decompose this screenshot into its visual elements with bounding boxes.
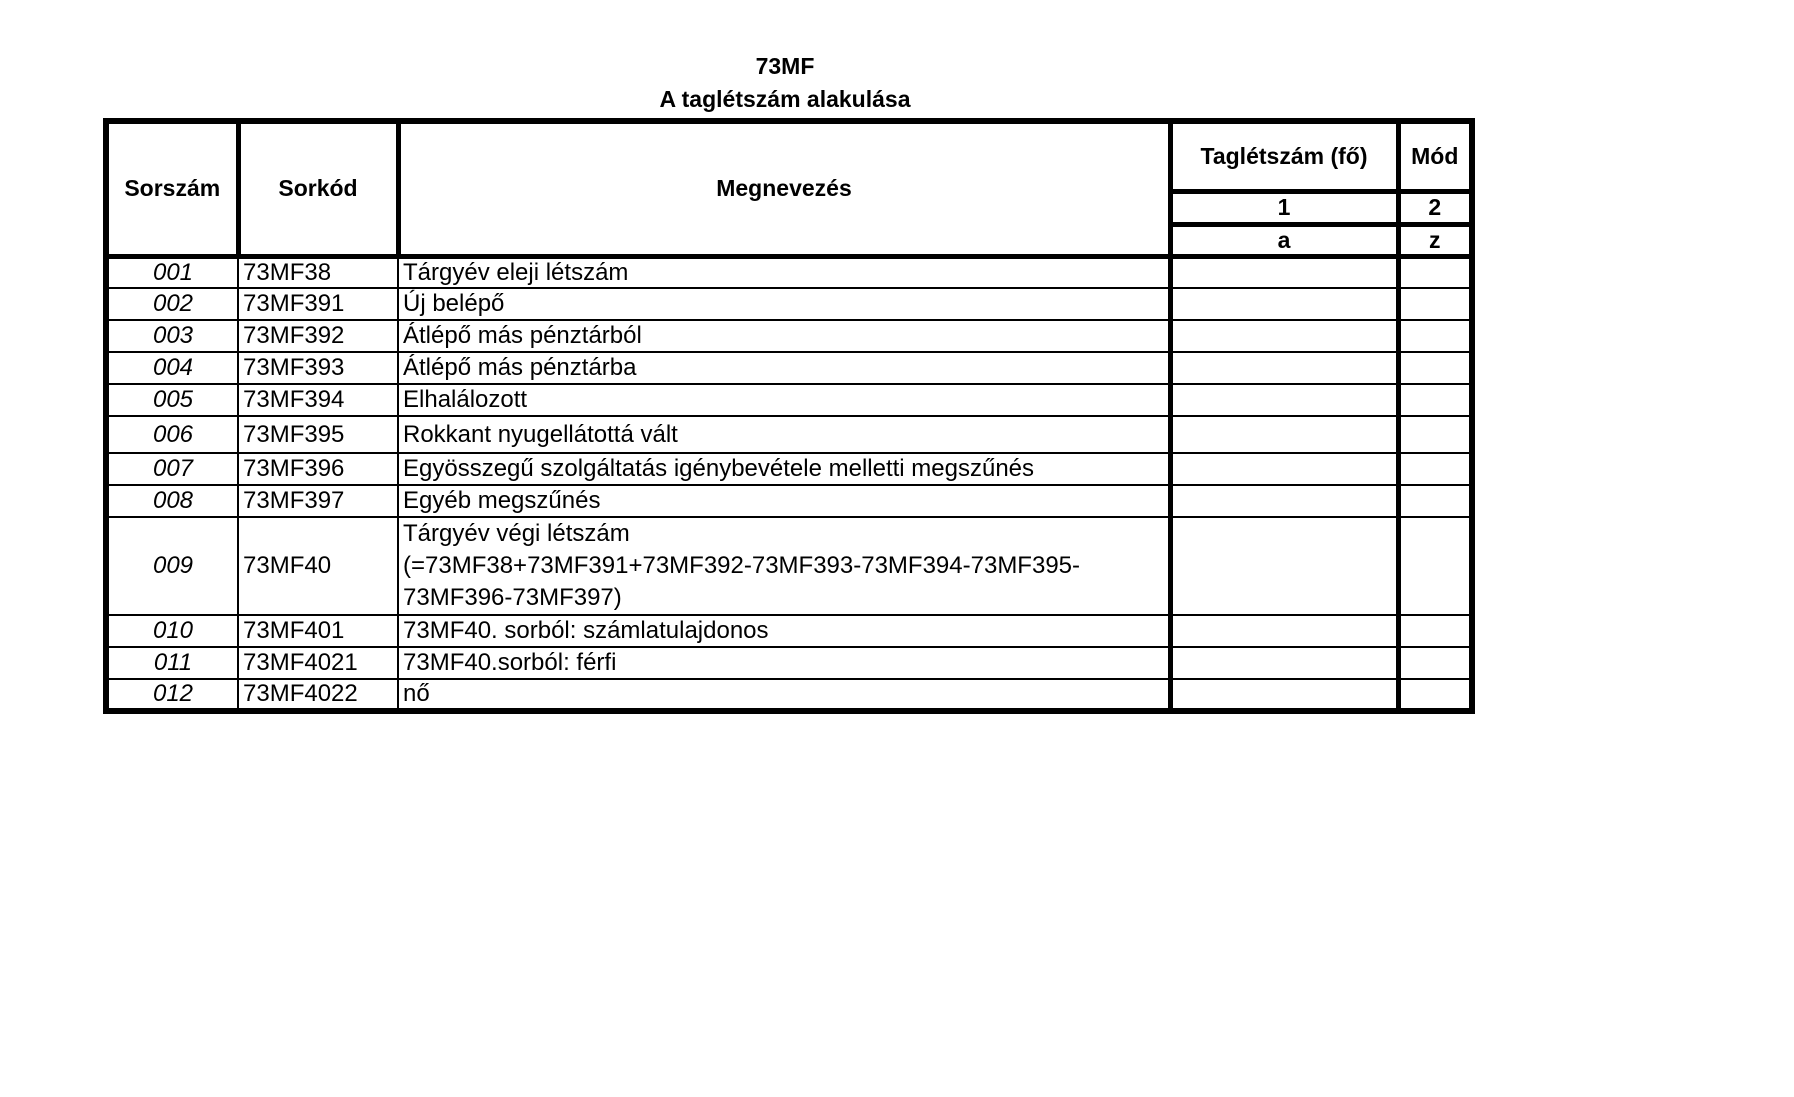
row-megnevezes: Tárgyév eleji létszám xyxy=(398,256,1170,288)
header-mod: Mód xyxy=(1398,121,1472,191)
row-sorszam: 001 xyxy=(106,256,238,288)
row-value-2[interactable] xyxy=(1398,416,1472,453)
row-value-2[interactable] xyxy=(1398,679,1472,711)
row-value-1[interactable] xyxy=(1170,384,1398,416)
row-sorkod: 73MF40 xyxy=(238,517,398,615)
row-sorkod: 73MF391 xyxy=(238,288,398,320)
row-sorszam: 003 xyxy=(106,320,238,352)
row-value-1[interactable] xyxy=(1170,485,1398,517)
row-value-2[interactable] xyxy=(1398,647,1472,679)
row-sorszam: 008 xyxy=(106,485,238,517)
row-megnevezes: Egyéb megszűnés xyxy=(398,485,1170,517)
row-value-1[interactable] xyxy=(1170,679,1398,711)
table-row xyxy=(106,517,1472,615)
table-row xyxy=(106,320,1472,352)
row-megnevezes: 73MF40. sorból: számlatulajdonos xyxy=(398,615,1170,647)
row-value-1[interactable] xyxy=(1170,615,1398,647)
header-col1-number: 1 xyxy=(1170,191,1398,224)
row-value-2[interactable] xyxy=(1398,485,1472,517)
row-value-1[interactable] xyxy=(1170,288,1398,320)
row-sorkod: 73MF4021 xyxy=(238,647,398,679)
header-col2-number: 2 xyxy=(1398,191,1472,224)
row-megnevezes: 73MF40.sorból: férfi xyxy=(398,647,1170,679)
row-megnevezes: nő xyxy=(398,679,1170,711)
table-row xyxy=(106,416,1472,453)
row-value-1[interactable] xyxy=(1170,517,1398,615)
row-sorkod: 73MF393 xyxy=(238,352,398,384)
row-value-1[interactable] xyxy=(1170,256,1398,288)
row-value-2[interactable] xyxy=(1398,320,1472,352)
table-row xyxy=(106,615,1472,647)
row-sorszam: 012 xyxy=(106,679,238,711)
table-row xyxy=(106,485,1472,517)
row-sorkod: 73MF397 xyxy=(238,485,398,517)
row-sorszam: 002 xyxy=(106,288,238,320)
header-taglétszam: Taglétszám (fő) xyxy=(1170,121,1398,191)
header-col1-letter: a xyxy=(1170,224,1398,256)
row-sorszam: 007 xyxy=(106,453,238,485)
row-sorkod: 73MF395 xyxy=(238,416,398,453)
row-megnevezes xyxy=(398,517,1170,615)
row-sorkod: 73MF392 xyxy=(238,320,398,352)
row-megnevezes: Elhalálozott xyxy=(398,384,1170,416)
table-row xyxy=(106,453,1472,485)
report-header xyxy=(0,50,1570,116)
row-value-2[interactable] xyxy=(1398,288,1472,320)
header-sorszam: Sorszám xyxy=(106,121,238,256)
megnevezes-line: (=73MF38+73MF391+73MF392-73MF393-73MF394-73MF395- xyxy=(403,552,1081,579)
row-sorkod: 73MF38 xyxy=(238,256,398,288)
row-megnevezes: Átlépő más pénztárból xyxy=(398,320,1170,352)
megnevezes-line: Tárgyév végi létszám xyxy=(403,520,630,547)
row-value-2[interactable] xyxy=(1398,384,1472,416)
row-sorszam: 005 xyxy=(106,384,238,416)
row-megnevezes: Rokkant nyugellátottá vált xyxy=(398,416,1170,453)
headcount-table xyxy=(103,118,1475,714)
row-value-1[interactable] xyxy=(1170,453,1398,485)
row-sorkod: 73MF401 xyxy=(238,615,398,647)
report-code: 73MF xyxy=(755,53,815,79)
table-row xyxy=(106,679,1472,711)
row-value-2[interactable] xyxy=(1398,256,1472,288)
row-sorszam: 011 xyxy=(106,647,238,679)
row-value-1[interactable] xyxy=(1170,352,1398,384)
row-value-1[interactable] xyxy=(1170,320,1398,352)
header-col2-letter: z xyxy=(1398,224,1472,256)
row-sorszam: 009 xyxy=(106,517,238,615)
row-sorkod: 73MF4022 xyxy=(238,679,398,711)
row-sorkod: 73MF396 xyxy=(238,453,398,485)
row-value-2[interactable] xyxy=(1398,615,1472,647)
table-row xyxy=(106,256,1472,288)
header-sorkod: Sorkód xyxy=(238,121,398,256)
report-title: A taglétszám alakulása xyxy=(659,86,911,112)
row-megnevezes: Egyösszegű szolgáltatás igénybevétele melletti megszűnés xyxy=(398,453,1170,485)
row-value-1[interactable] xyxy=(1170,416,1398,453)
table-row xyxy=(106,352,1472,384)
row-megnevezes: Új belépő xyxy=(398,288,1170,320)
row-sorkod: 73MF394 xyxy=(238,384,398,416)
table-row xyxy=(106,647,1472,679)
row-value-2[interactable] xyxy=(1398,352,1472,384)
row-sorszam: 004 xyxy=(106,352,238,384)
row-sorszam: 010 xyxy=(106,615,238,647)
row-value-2[interactable] xyxy=(1398,517,1472,615)
row-value-2[interactable] xyxy=(1398,453,1472,485)
megnevezes-line: 73MF396-73MF397) xyxy=(403,584,622,611)
row-megnevezes: Átlépő más pénztárba xyxy=(398,352,1170,384)
table-row xyxy=(106,288,1472,320)
table-row xyxy=(106,384,1472,416)
row-sorszam: 006 xyxy=(106,416,238,453)
header-megnevezes: Megnevezés xyxy=(398,121,1170,256)
row-value-1[interactable] xyxy=(1170,647,1398,679)
